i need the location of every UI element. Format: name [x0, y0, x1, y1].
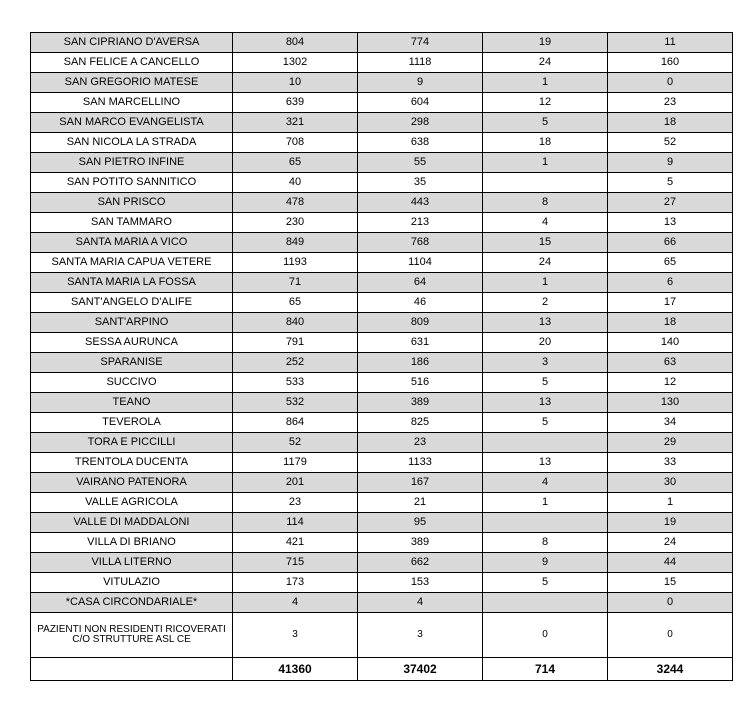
row-value-2: 809	[358, 313, 483, 333]
row-label: TORA E PICCILLI	[31, 433, 233, 453]
row-value-4: 24	[608, 533, 733, 553]
table-row	[31, 593, 733, 613]
row-value-3: 9	[483, 553, 608, 573]
municipality-statistics-table	[30, 32, 733, 681]
row-value-2: 604	[358, 93, 483, 113]
row-value-1: 230	[233, 213, 358, 233]
row-value-2: 55	[358, 153, 483, 173]
row-value-4: 44	[608, 553, 733, 573]
row-value-2: 774	[358, 33, 483, 53]
row-value-3: 3	[483, 353, 608, 373]
row-value-4: 63	[608, 353, 733, 373]
row-value-3: 0	[483, 613, 608, 658]
table-row	[31, 53, 733, 73]
row-value-3: 13	[483, 393, 608, 413]
row-value-2: 167	[358, 473, 483, 493]
row-value-1: 1302	[233, 53, 358, 73]
table-row	[31, 613, 733, 658]
table-row	[31, 473, 733, 493]
row-label: *CASA CIRCONDARIALE*	[31, 593, 233, 613]
row-value-3: 1	[483, 153, 608, 173]
row-value-2: 4	[358, 593, 483, 613]
table-row	[31, 573, 733, 593]
table-row	[31, 193, 733, 213]
row-value-4: 1	[608, 493, 733, 513]
row-value-4: 160	[608, 53, 733, 73]
row-value-1: 804	[233, 33, 358, 53]
table-row	[31, 153, 733, 173]
total-value-2: 37402	[358, 658, 483, 681]
row-value-1: 715	[233, 553, 358, 573]
row-value-3: 5	[483, 573, 608, 593]
row-value-3: 8	[483, 193, 608, 213]
total-value-4: 3244	[608, 658, 733, 681]
row-label: SANT'ARPINO	[31, 313, 233, 333]
row-value-2: 23	[358, 433, 483, 453]
row-label: SAN CIPRIANO D'AVERSA	[31, 33, 233, 53]
row-value-4: 13	[608, 213, 733, 233]
row-value-4: 0	[608, 73, 733, 93]
table-row	[31, 293, 733, 313]
row-value-3: 8	[483, 533, 608, 553]
row-value-1: 65	[233, 153, 358, 173]
row-value-2: 631	[358, 333, 483, 353]
row-value-1: 639	[233, 93, 358, 113]
row-label: SAN MARCO EVANGELISTA	[31, 113, 233, 133]
row-value-2: 64	[358, 273, 483, 293]
row-value-3: 4	[483, 473, 608, 493]
row-label: SAN POTITO SANNITICO	[31, 173, 233, 193]
row-value-3	[483, 173, 608, 193]
table-row	[31, 313, 733, 333]
row-label: TEANO	[31, 393, 233, 413]
row-value-4: 65	[608, 253, 733, 273]
row-value-2: 638	[358, 133, 483, 153]
row-value-2: 825	[358, 413, 483, 433]
row-value-4: 29	[608, 433, 733, 453]
row-value-3	[483, 513, 608, 533]
table-row	[31, 513, 733, 533]
table-row	[31, 33, 733, 53]
row-value-1: 201	[233, 473, 358, 493]
table-total-row	[31, 658, 733, 681]
total-label	[31, 658, 233, 681]
row-label: SAN PIETRO INFINE	[31, 153, 233, 173]
row-value-1: 864	[233, 413, 358, 433]
table-row	[31, 373, 733, 393]
row-value-1: 478	[233, 193, 358, 213]
row-value-3: 5	[483, 413, 608, 433]
row-value-1: 40	[233, 173, 358, 193]
row-value-2: 768	[358, 233, 483, 253]
row-value-1: 4	[233, 593, 358, 613]
row-value-4: 30	[608, 473, 733, 493]
row-label: TRENTOLA DUCENTA	[31, 453, 233, 473]
row-value-3: 1	[483, 273, 608, 293]
table-row	[31, 73, 733, 93]
table-row	[31, 353, 733, 373]
row-value-3	[483, 593, 608, 613]
table-row	[31, 433, 733, 453]
table-row	[31, 93, 733, 113]
row-value-1: 421	[233, 533, 358, 553]
row-value-3: 15	[483, 233, 608, 253]
row-value-2: 298	[358, 113, 483, 133]
row-value-3: 5	[483, 113, 608, 133]
row-value-3: 1	[483, 493, 608, 513]
table-row	[31, 273, 733, 293]
row-value-4: 12	[608, 373, 733, 393]
table-row	[31, 493, 733, 513]
table-row	[31, 173, 733, 193]
row-value-4: 27	[608, 193, 733, 213]
row-value-1: 840	[233, 313, 358, 333]
row-value-4: 9	[608, 153, 733, 173]
row-label: SANTA MARIA CAPUA VETERE	[31, 253, 233, 273]
row-value-1: 173	[233, 573, 358, 593]
row-value-1: 71	[233, 273, 358, 293]
row-label: VILLA LITERNO	[31, 553, 233, 573]
row-label: VILLA DI BRIANO	[31, 533, 233, 553]
row-value-4: 0	[608, 593, 733, 613]
row-value-4: 18	[608, 313, 733, 333]
row-value-1: 708	[233, 133, 358, 153]
row-value-2: 46	[358, 293, 483, 313]
row-value-4: 140	[608, 333, 733, 353]
row-value-4: 11	[608, 33, 733, 53]
row-value-1: 791	[233, 333, 358, 353]
row-label: SAN TAMMARO	[31, 213, 233, 233]
row-value-2: 186	[358, 353, 483, 373]
row-label: SANTA MARIA LA FOSSA	[31, 273, 233, 293]
row-value-1: 23	[233, 493, 358, 513]
row-label: VALLE AGRICOLA	[31, 493, 233, 513]
table-body	[31, 33, 733, 681]
table-row	[31, 413, 733, 433]
row-value-2: 153	[358, 573, 483, 593]
row-value-2: 662	[358, 553, 483, 573]
row-value-3: 1	[483, 73, 608, 93]
row-value-2: 389	[358, 533, 483, 553]
row-label: VAIRANO PATENORA	[31, 473, 233, 493]
row-value-1: 252	[233, 353, 358, 373]
row-value-1: 10	[233, 73, 358, 93]
row-value-4: 34	[608, 413, 733, 433]
row-label: SAN NICOLA LA STRADA	[31, 133, 233, 153]
row-value-3: 20	[483, 333, 608, 353]
row-value-2: 21	[358, 493, 483, 513]
row-label: TEVEROLA	[31, 413, 233, 433]
row-value-1: 1193	[233, 253, 358, 273]
row-value-3: 4	[483, 213, 608, 233]
row-label: SUCCIVO	[31, 373, 233, 393]
row-value-2: 443	[358, 193, 483, 213]
total-value-1: 41360	[233, 658, 358, 681]
row-value-2: 1133	[358, 453, 483, 473]
row-value-1: 52	[233, 433, 358, 453]
row-value-2: 1118	[358, 53, 483, 73]
row-value-1: 114	[233, 513, 358, 533]
row-value-3: 12	[483, 93, 608, 113]
table-row	[31, 333, 733, 353]
row-value-4: 18	[608, 113, 733, 133]
table-row	[31, 393, 733, 413]
row-value-1: 65	[233, 293, 358, 313]
row-value-1: 3	[233, 613, 358, 658]
row-value-1: 321	[233, 113, 358, 133]
table-row	[31, 233, 733, 253]
row-value-4: 15	[608, 573, 733, 593]
row-label: SAN PRISCO	[31, 193, 233, 213]
total-value-3: 714	[483, 658, 608, 681]
row-label: SAN FELICE A CANCELLO	[31, 53, 233, 73]
row-value-4: 5	[608, 173, 733, 193]
row-value-3: 19	[483, 33, 608, 53]
row-label: SANT'ANGELO D'ALIFE	[31, 293, 233, 313]
row-value-3: 24	[483, 253, 608, 273]
row-value-4: 0	[608, 613, 733, 658]
row-value-3: 13	[483, 453, 608, 473]
row-label: PAZIENTI NON RESIDENTI RICOVERATI C/O STRUTTURE ASL CE	[31, 613, 233, 658]
row-label: SANTA MARIA A VICO	[31, 233, 233, 253]
row-label: SAN MARCELLINO	[31, 93, 233, 113]
row-value-3: 13	[483, 313, 608, 333]
row-value-4: 66	[608, 233, 733, 253]
row-value-4: 19	[608, 513, 733, 533]
row-value-2: 9	[358, 73, 483, 93]
table-row	[31, 453, 733, 473]
table-row	[31, 133, 733, 153]
row-value-2: 213	[358, 213, 483, 233]
row-value-3	[483, 433, 608, 453]
row-value-4: 6	[608, 273, 733, 293]
table-row	[31, 213, 733, 233]
row-value-4: 17	[608, 293, 733, 313]
row-value-1: 849	[233, 233, 358, 253]
row-value-2: 1104	[358, 253, 483, 273]
table-row	[31, 113, 733, 133]
row-value-4: 23	[608, 93, 733, 113]
row-value-1: 1179	[233, 453, 358, 473]
row-value-3: 18	[483, 133, 608, 153]
row-label: SPARANISE	[31, 353, 233, 373]
row-value-3: 5	[483, 373, 608, 393]
table-row	[31, 533, 733, 553]
row-value-2: 3	[358, 613, 483, 658]
table-row	[31, 553, 733, 573]
row-value-4: 52	[608, 133, 733, 153]
row-label: VALLE DI MADDALONI	[31, 513, 233, 533]
row-value-4: 130	[608, 393, 733, 413]
row-value-2: 35	[358, 173, 483, 193]
row-label: SESSA AURUNCA	[31, 333, 233, 353]
row-value-1: 533	[233, 373, 358, 393]
row-value-3: 2	[483, 293, 608, 313]
row-value-3: 24	[483, 53, 608, 73]
row-label: SAN GREGORIO MATESE	[31, 73, 233, 93]
row-value-2: 389	[358, 393, 483, 413]
row-value-4: 33	[608, 453, 733, 473]
row-value-1: 532	[233, 393, 358, 413]
row-label: VITULAZIO	[31, 573, 233, 593]
row-value-2: 516	[358, 373, 483, 393]
table-row	[31, 253, 733, 273]
row-value-2: 95	[358, 513, 483, 533]
